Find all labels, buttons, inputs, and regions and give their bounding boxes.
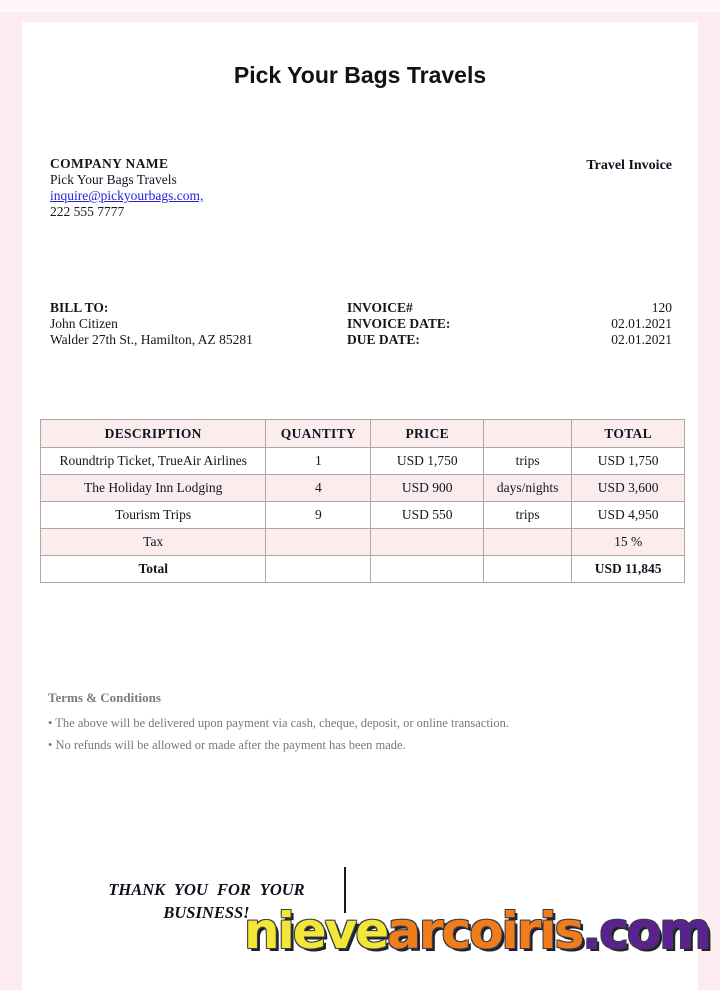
- thank-you-line2: BUSINESS!: [163, 903, 250, 922]
- frame-top-strip: [0, 0, 720, 12]
- page-title: Pick Your Bags Travels: [233, 62, 487, 88]
- table-cell: days/nights: [484, 475, 572, 502]
- invoice-meta-block: [347, 300, 672, 348]
- thank-you-line1: THANK YOU FOR YOUR: [108, 880, 305, 899]
- table-cell: trips: [484, 448, 572, 475]
- frame-bottom-strip: [0, 990, 720, 1000]
- table-cell: USD 550: [371, 502, 484, 529]
- company-phone: 222 555 7777: [50, 204, 125, 219]
- header-quantity: QUANTITY: [266, 420, 371, 448]
- bill-to-heading: BILL TO:: [50, 300, 109, 315]
- table-cell: Total: [41, 556, 266, 583]
- header-description: DESCRIPTION: [41, 420, 266, 448]
- table-cell: [266, 556, 371, 583]
- watermark-segment-nieve: nieve: [244, 902, 388, 960]
- terms-block: [48, 690, 648, 756]
- table-cell: USD 11,845: [572, 556, 685, 583]
- company-block: [50, 156, 203, 220]
- table-cell: 9: [266, 502, 371, 529]
- company-email: [50, 188, 203, 204]
- invoice-table-header: [41, 420, 685, 448]
- table-cell: Tourism Trips: [41, 502, 266, 529]
- due-date-row: [347, 332, 672, 348]
- due-date-label: DUE DATE:: [347, 332, 420, 347]
- invoice-number-row: [347, 300, 672, 316]
- terms-item-2: • No refunds will be allowed or made after the payment has been made.: [48, 738, 406, 752]
- table-cell: USD 900: [371, 475, 484, 502]
- table-row: [41, 448, 685, 475]
- invoice-page: [22, 22, 710, 990]
- table-cell: [484, 556, 572, 583]
- invoice-date-label: INVOICE DATE:: [347, 316, 451, 331]
- table-row: [41, 475, 685, 502]
- terms-heading: Terms & Conditions: [48, 690, 161, 705]
- watermark-segment-arcoiris: arcoiris: [387, 902, 583, 960]
- table-cell: trips: [484, 502, 572, 529]
- table-row: [41, 502, 685, 529]
- table-cell: [266, 529, 371, 556]
- invoice-table: [40, 419, 685, 583]
- watermark-logo: [244, 904, 709, 959]
- table-header-row: [41, 420, 685, 448]
- table-cell: 15 %: [572, 529, 685, 556]
- table-cell: Tax: [41, 529, 266, 556]
- table-cell: 4: [266, 475, 371, 502]
- doc-type-label: Travel Invoice: [586, 158, 672, 173]
- table-cell: [371, 556, 484, 583]
- invoice-table-body: [41, 448, 685, 583]
- watermark-segment-com: .com: [582, 902, 710, 960]
- table-cell: USD 3,600: [572, 475, 685, 502]
- bill-to-name: John Citizen: [50, 316, 118, 331]
- invoice-date-value: 02.01.2021: [611, 316, 672, 331]
- company-heading: COMPANY NAME: [50, 156, 169, 171]
- table-row: [41, 556, 685, 583]
- table-cell: USD 1,750: [371, 448, 484, 475]
- table-cell: USD 1,750: [572, 448, 685, 475]
- table-row: [41, 529, 685, 556]
- terms-item-1: • The above will be delivered upon payment via cash, cheque, deposit, or online transaction.: [48, 716, 509, 730]
- table-cell: USD 4,950: [572, 502, 685, 529]
- table-cell: Roundtrip Ticket, TrueAir Airlines: [41, 448, 266, 475]
- due-date-value: 02.01.2021: [611, 332, 672, 347]
- table-cell: [484, 529, 572, 556]
- header-price: PRICE: [371, 420, 484, 448]
- invoice-date-row: [347, 316, 672, 332]
- header-total: TOTAL: [572, 420, 685, 448]
- bill-to-block: [50, 300, 253, 348]
- invoice-number-value: 120: [651, 300, 672, 315]
- invoice-number-label: INVOICE#: [347, 300, 413, 315]
- company-email-link[interactable]: inquire@pickyourbags.com,: [50, 188, 204, 203]
- table-cell: The Holiday Inn Lodging: [41, 475, 266, 502]
- table-cell: 1: [266, 448, 371, 475]
- company-name: Pick Your Bags Travels: [50, 172, 177, 187]
- header-unit: [484, 420, 572, 448]
- bill-to-address: Walder 27th St., Hamilton, AZ 85281: [50, 332, 253, 347]
- table-cell: [371, 529, 484, 556]
